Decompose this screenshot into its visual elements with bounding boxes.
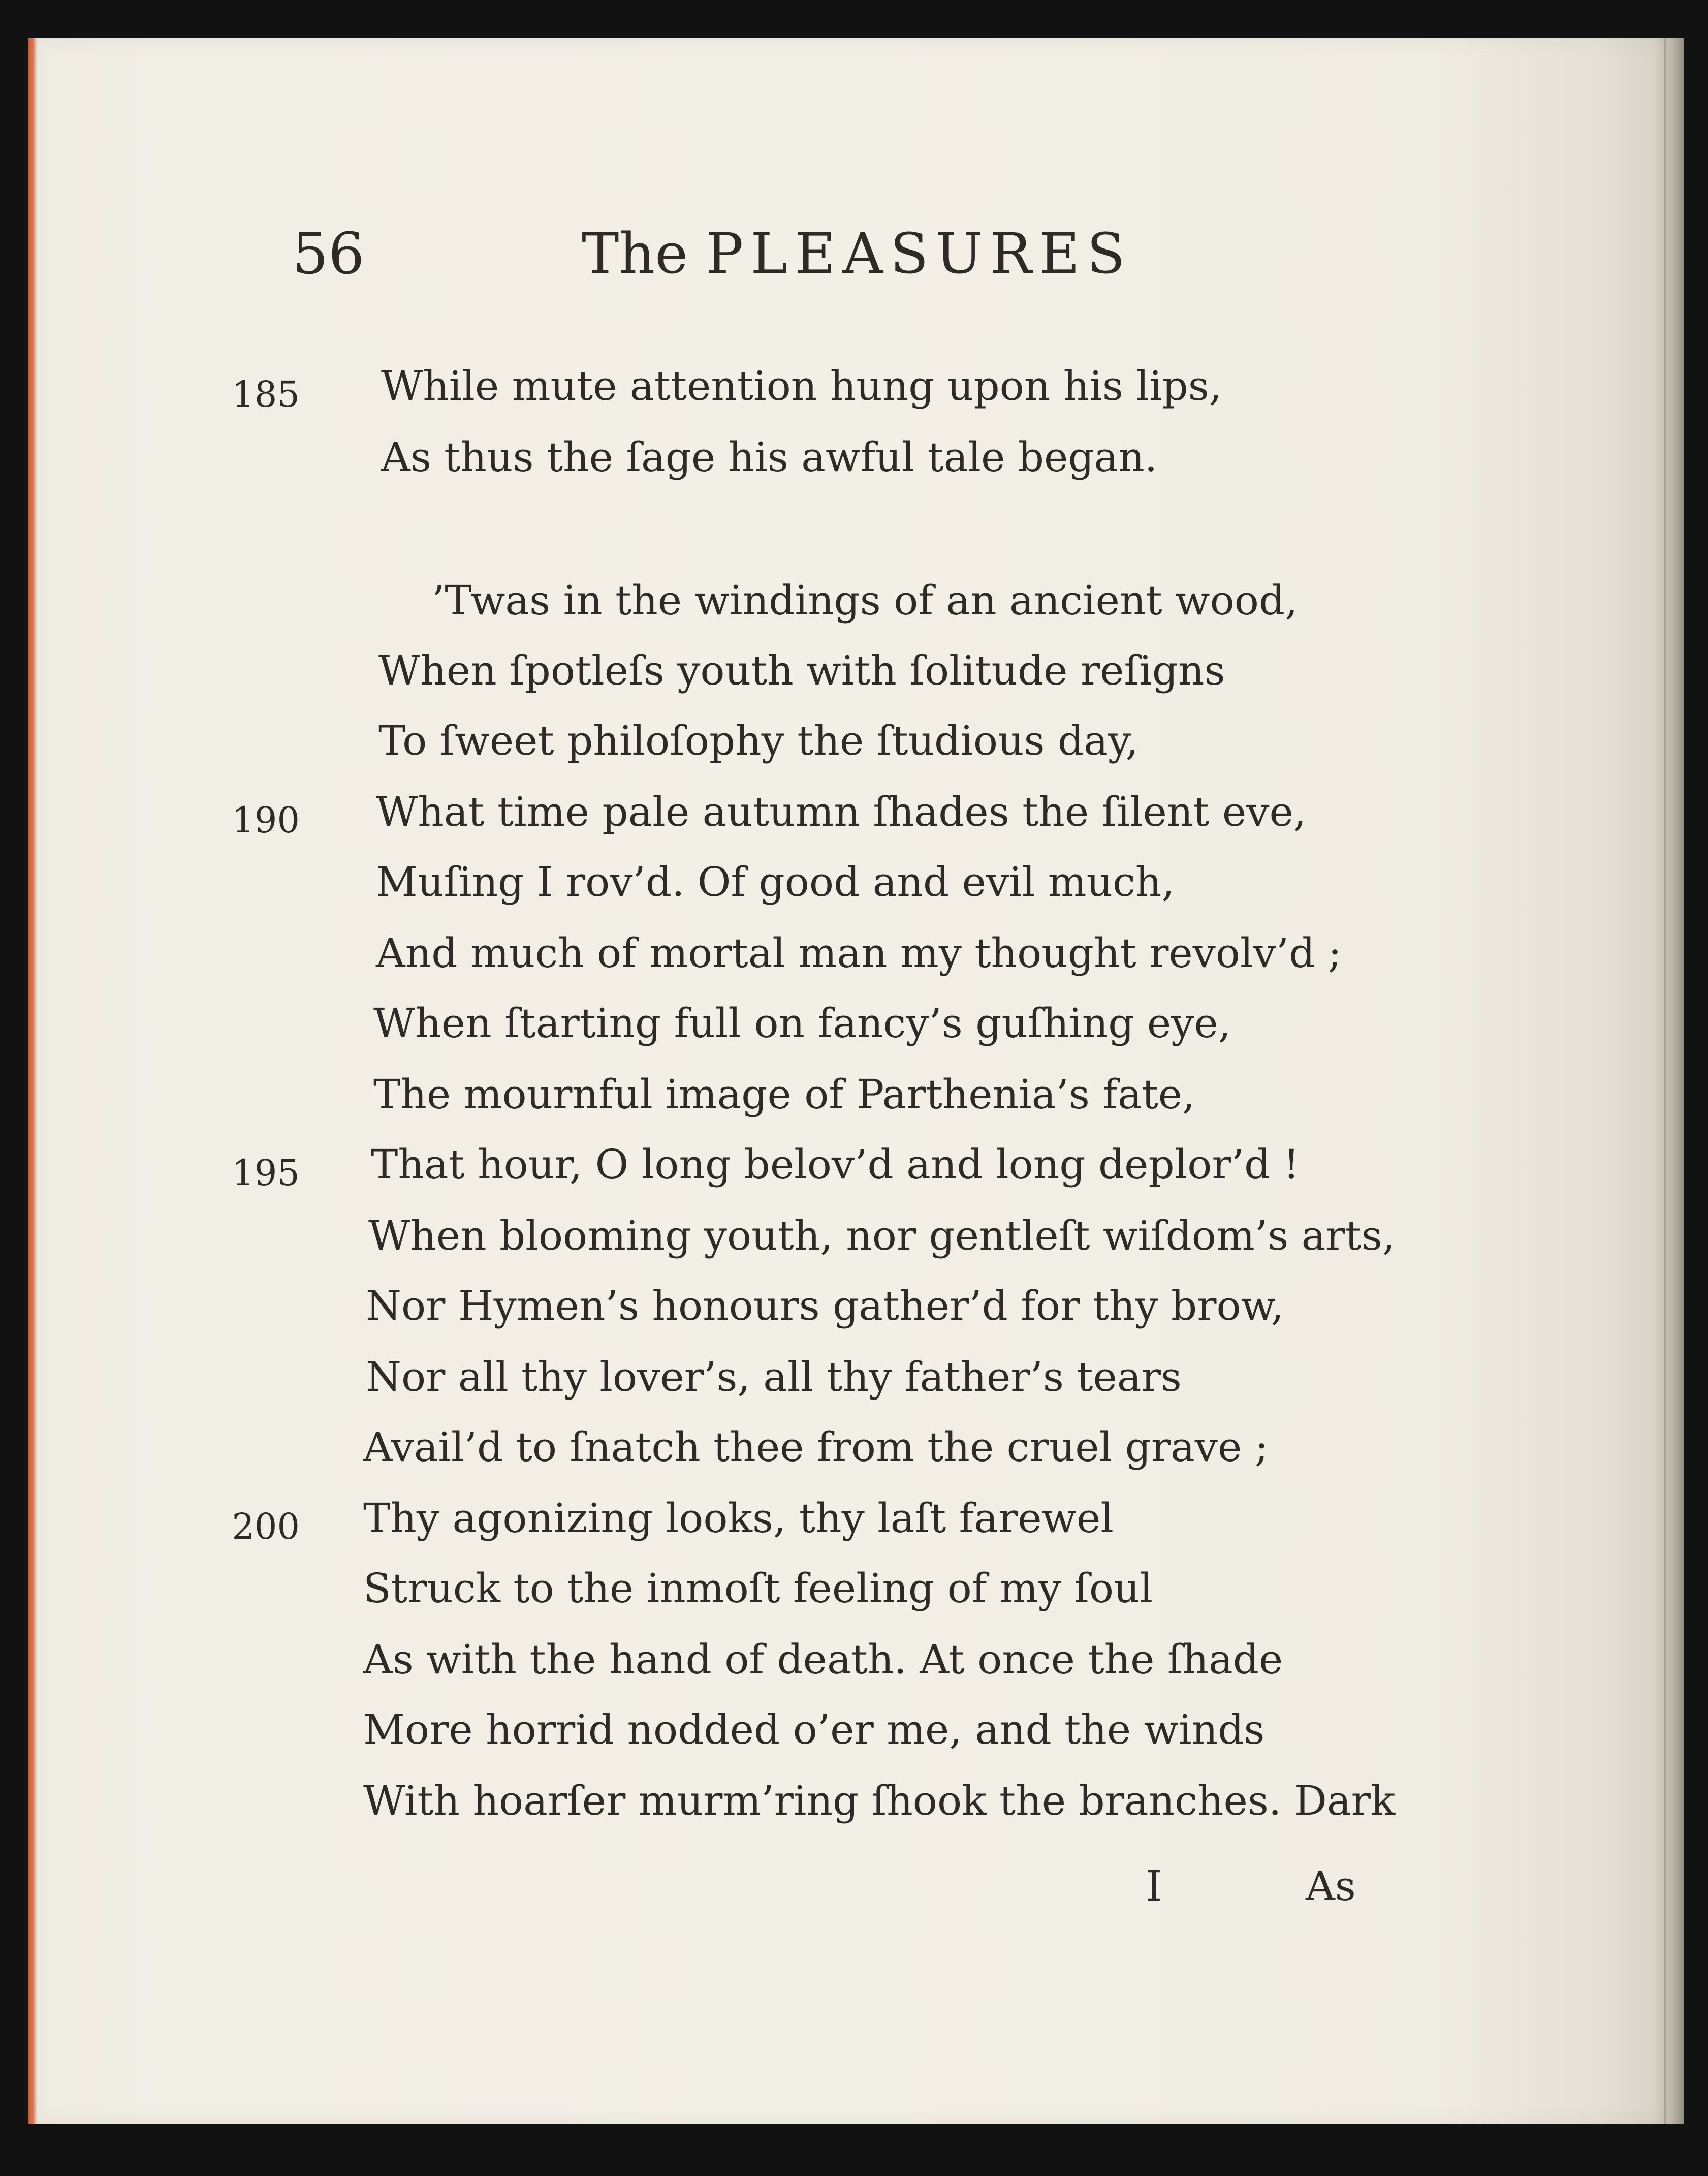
line-number: 185 (232, 374, 300, 415)
verse-line: As with the hand of death. At once the ſhade (363, 1636, 1283, 1683)
verse-line: When ſtarting full on fancy’s guſhing eye, (373, 1000, 1231, 1047)
verse-line: And much of mortal man my thought revolv’d ; (376, 929, 1342, 977)
verse-line: Avail’d to ſnatch thee from the cruel grave ; (363, 1423, 1269, 1471)
verse-line: To ſweet philoſophy the ſtudious day, (378, 717, 1138, 764)
line-number: 195 (232, 1152, 300, 1194)
verse-line: Nor Hymen’s honours gather’d for thy brow, (366, 1282, 1284, 1329)
verse-line: ’Twas in the windings of an ancient wood, (432, 577, 1298, 624)
page-number: 56 (292, 221, 365, 287)
verse-line: The mournful image of Parthenia’s fate, (373, 1071, 1195, 1118)
signature-mark: I (1146, 1862, 1162, 1911)
catchword: As (1306, 1862, 1356, 1910)
verse-line: More horrid nodded o’er me, and the winds (363, 1706, 1265, 1753)
running-head (582, 221, 1132, 286)
verse-line: As thus the ſage his awful tale began. (381, 433, 1158, 481)
verse-line: Muſing I rov’d. Of good and evil much, (376, 858, 1175, 906)
page-gutter-shadow (1654, 38, 1684, 2124)
line-number: 200 (232, 1506, 300, 1547)
red-edge (28, 38, 37, 2124)
line-number: 190 (232, 799, 300, 841)
verse-line: While mute attention hung upon his lips, (381, 362, 1222, 410)
verse-line: When blooming youth, nor gentleſt wiſdom’s arts, (368, 1212, 1396, 1259)
verse-line: That hour, O long belov’d and long deplor’d ! (371, 1141, 1300, 1188)
verse-line: With hoarſer murm’ring ſhook the branches. Dark (363, 1777, 1396, 1824)
verse-line: What time pale autumn ſhades the ſilent eve, (376, 788, 1307, 835)
verse-line: Struck to the inmoſt feeling of my ſoul (363, 1565, 1153, 1612)
gutter-line (1664, 38, 1666, 2124)
running-head-title: PLEASURES (706, 221, 1132, 286)
running-head-article: The (582, 221, 688, 286)
page-leaf (28, 38, 1684, 2124)
verse-line: Thy agonizing looks, thy laſt farewel (363, 1495, 1114, 1542)
verse-line: When ſpotleſs youth with ſolitude reſigns (378, 647, 1225, 694)
verse-line: Nor all thy lover’s, all thy father’s tears (366, 1353, 1182, 1401)
